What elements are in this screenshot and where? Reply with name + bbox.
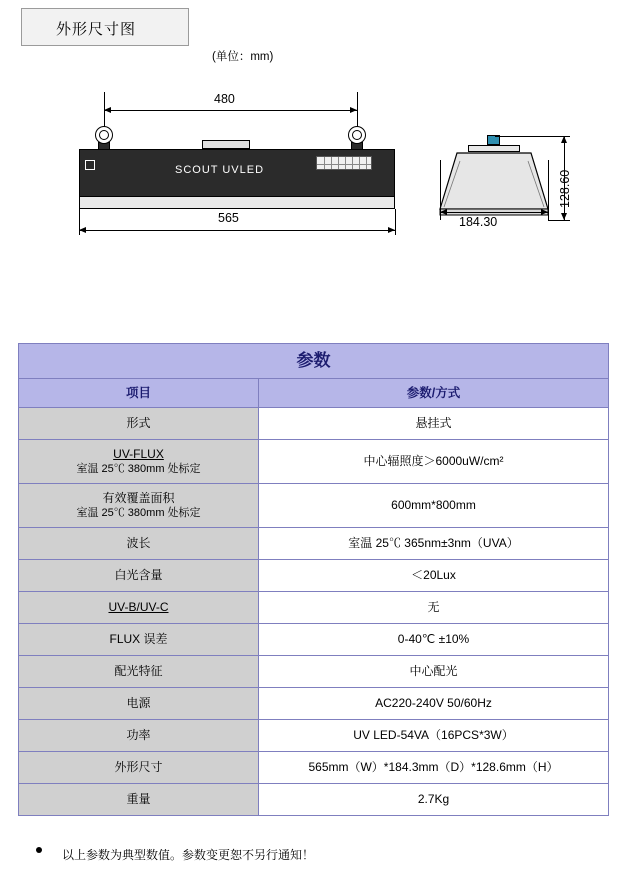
- ext-line-right-side-width: [548, 160, 549, 220]
- dim-line-480: [104, 110, 357, 111]
- table-row: [19, 656, 609, 688]
- row-value: 565mm（W）*184.3mm（D）*128.6mm（H）: [259, 752, 609, 784]
- column-header-value: 参数/方式: [259, 379, 609, 408]
- parameter-table: [18, 343, 609, 816]
- table-row: [19, 484, 609, 528]
- dimension-drawing: [0, 80, 626, 260]
- table-row: [19, 528, 609, 560]
- row-label: [19, 484, 259, 528]
- bullet-icon: [36, 847, 42, 853]
- table-row: [19, 688, 609, 720]
- row-label-sub: 室温 25℃ 380mm 处标定: [76, 463, 201, 476]
- row-value: ＜20Lux: [259, 560, 609, 592]
- column-header-item: 项目: [19, 379, 259, 408]
- row-value: 中心辐照度＞6000uW/cm²: [259, 440, 609, 484]
- led-array-grid: [316, 156, 372, 170]
- row-label: 白光含量: [19, 560, 259, 592]
- table-row: [19, 560, 609, 592]
- arrow-left-side-width: [440, 209, 447, 215]
- row-value: 悬挂式: [259, 408, 609, 440]
- indicator-square-icon: [85, 160, 95, 170]
- section-title-box: [21, 8, 189, 46]
- arrow-up-side-height: [561, 136, 567, 143]
- row-label: [19, 440, 259, 484]
- page-title: 外形尺寸图: [56, 21, 137, 38]
- row-label: 功率: [19, 720, 259, 752]
- table-row: [19, 408, 609, 440]
- dim-line-side-width: [440, 212, 548, 213]
- row-value: 室温 25℃ 365nm±3nm（UVA）: [259, 528, 609, 560]
- table-row: [19, 784, 609, 816]
- arrow-right-565: [388, 227, 395, 233]
- table-row: [19, 720, 609, 752]
- ext-line-bottom-side-height: [548, 220, 570, 221]
- row-value: 600mm*800mm: [259, 484, 609, 528]
- table-row: [19, 592, 609, 624]
- row-label: FLUX 误差: [19, 624, 259, 656]
- row-value: 2.7Kg: [259, 784, 609, 816]
- arrow-right-480: [350, 107, 357, 113]
- dim-text-480: 480: [214, 92, 235, 106]
- row-value: 0-40℃ ±10%: [259, 624, 609, 656]
- row-label: 波长: [19, 528, 259, 560]
- row-label: 外形尺寸: [19, 752, 259, 784]
- table-title-row: [19, 344, 609, 379]
- dim-text-side-width: 184.30: [459, 215, 498, 229]
- row-label-sub: 室温 25℃ 380mm 处标定: [76, 507, 201, 520]
- row-label: 重量: [19, 784, 259, 816]
- table-row: [19, 752, 609, 784]
- row-value: 中心配光: [259, 656, 609, 688]
- hanger-ring-right: [348, 126, 366, 144]
- arrow-left-565: [79, 227, 86, 233]
- table-header-row: [19, 379, 609, 408]
- product-name-label: SCOUT UVLED: [175, 164, 265, 176]
- footnote-text: 以上参数为典型数值。参数变更恕不另行通知！: [62, 848, 315, 862]
- ext-line-top-side-height: [495, 136, 570, 137]
- fixture-front-base: [79, 197, 395, 209]
- row-value: 无: [259, 592, 609, 624]
- row-label-main: 有效覆盖面积: [102, 490, 175, 505]
- top-mount-plate: [202, 140, 250, 149]
- table-row: [19, 624, 609, 656]
- row-label: 电源: [19, 688, 259, 720]
- ext-line-right-565: [395, 209, 396, 235]
- arrow-down-side-height: [561, 213, 567, 220]
- dim-line-565: [79, 230, 395, 231]
- dim-text-side-height: 128.60: [558, 169, 572, 208]
- arrow-left-480: [104, 107, 111, 113]
- table-title: 参数: [19, 344, 609, 379]
- footnote: [62, 846, 314, 863]
- hanger-ring-left: [95, 126, 113, 144]
- table-row: [19, 440, 609, 484]
- row-label: [19, 592, 259, 624]
- unit-note: (单位：mm): [212, 51, 274, 63]
- row-label: 形式: [19, 408, 259, 440]
- row-label-main: UV-FLUX: [113, 446, 164, 461]
- row-value: AC220-240V 50/60Hz: [259, 688, 609, 720]
- row-value: UV LED-54VA（16PCS*3W）: [259, 720, 609, 752]
- arrow-right-side-width: [541, 209, 548, 215]
- row-label-main: UV-B/UV-C: [108, 600, 169, 615]
- row-label: 配光特征: [19, 656, 259, 688]
- dim-text-565: 565: [218, 211, 239, 225]
